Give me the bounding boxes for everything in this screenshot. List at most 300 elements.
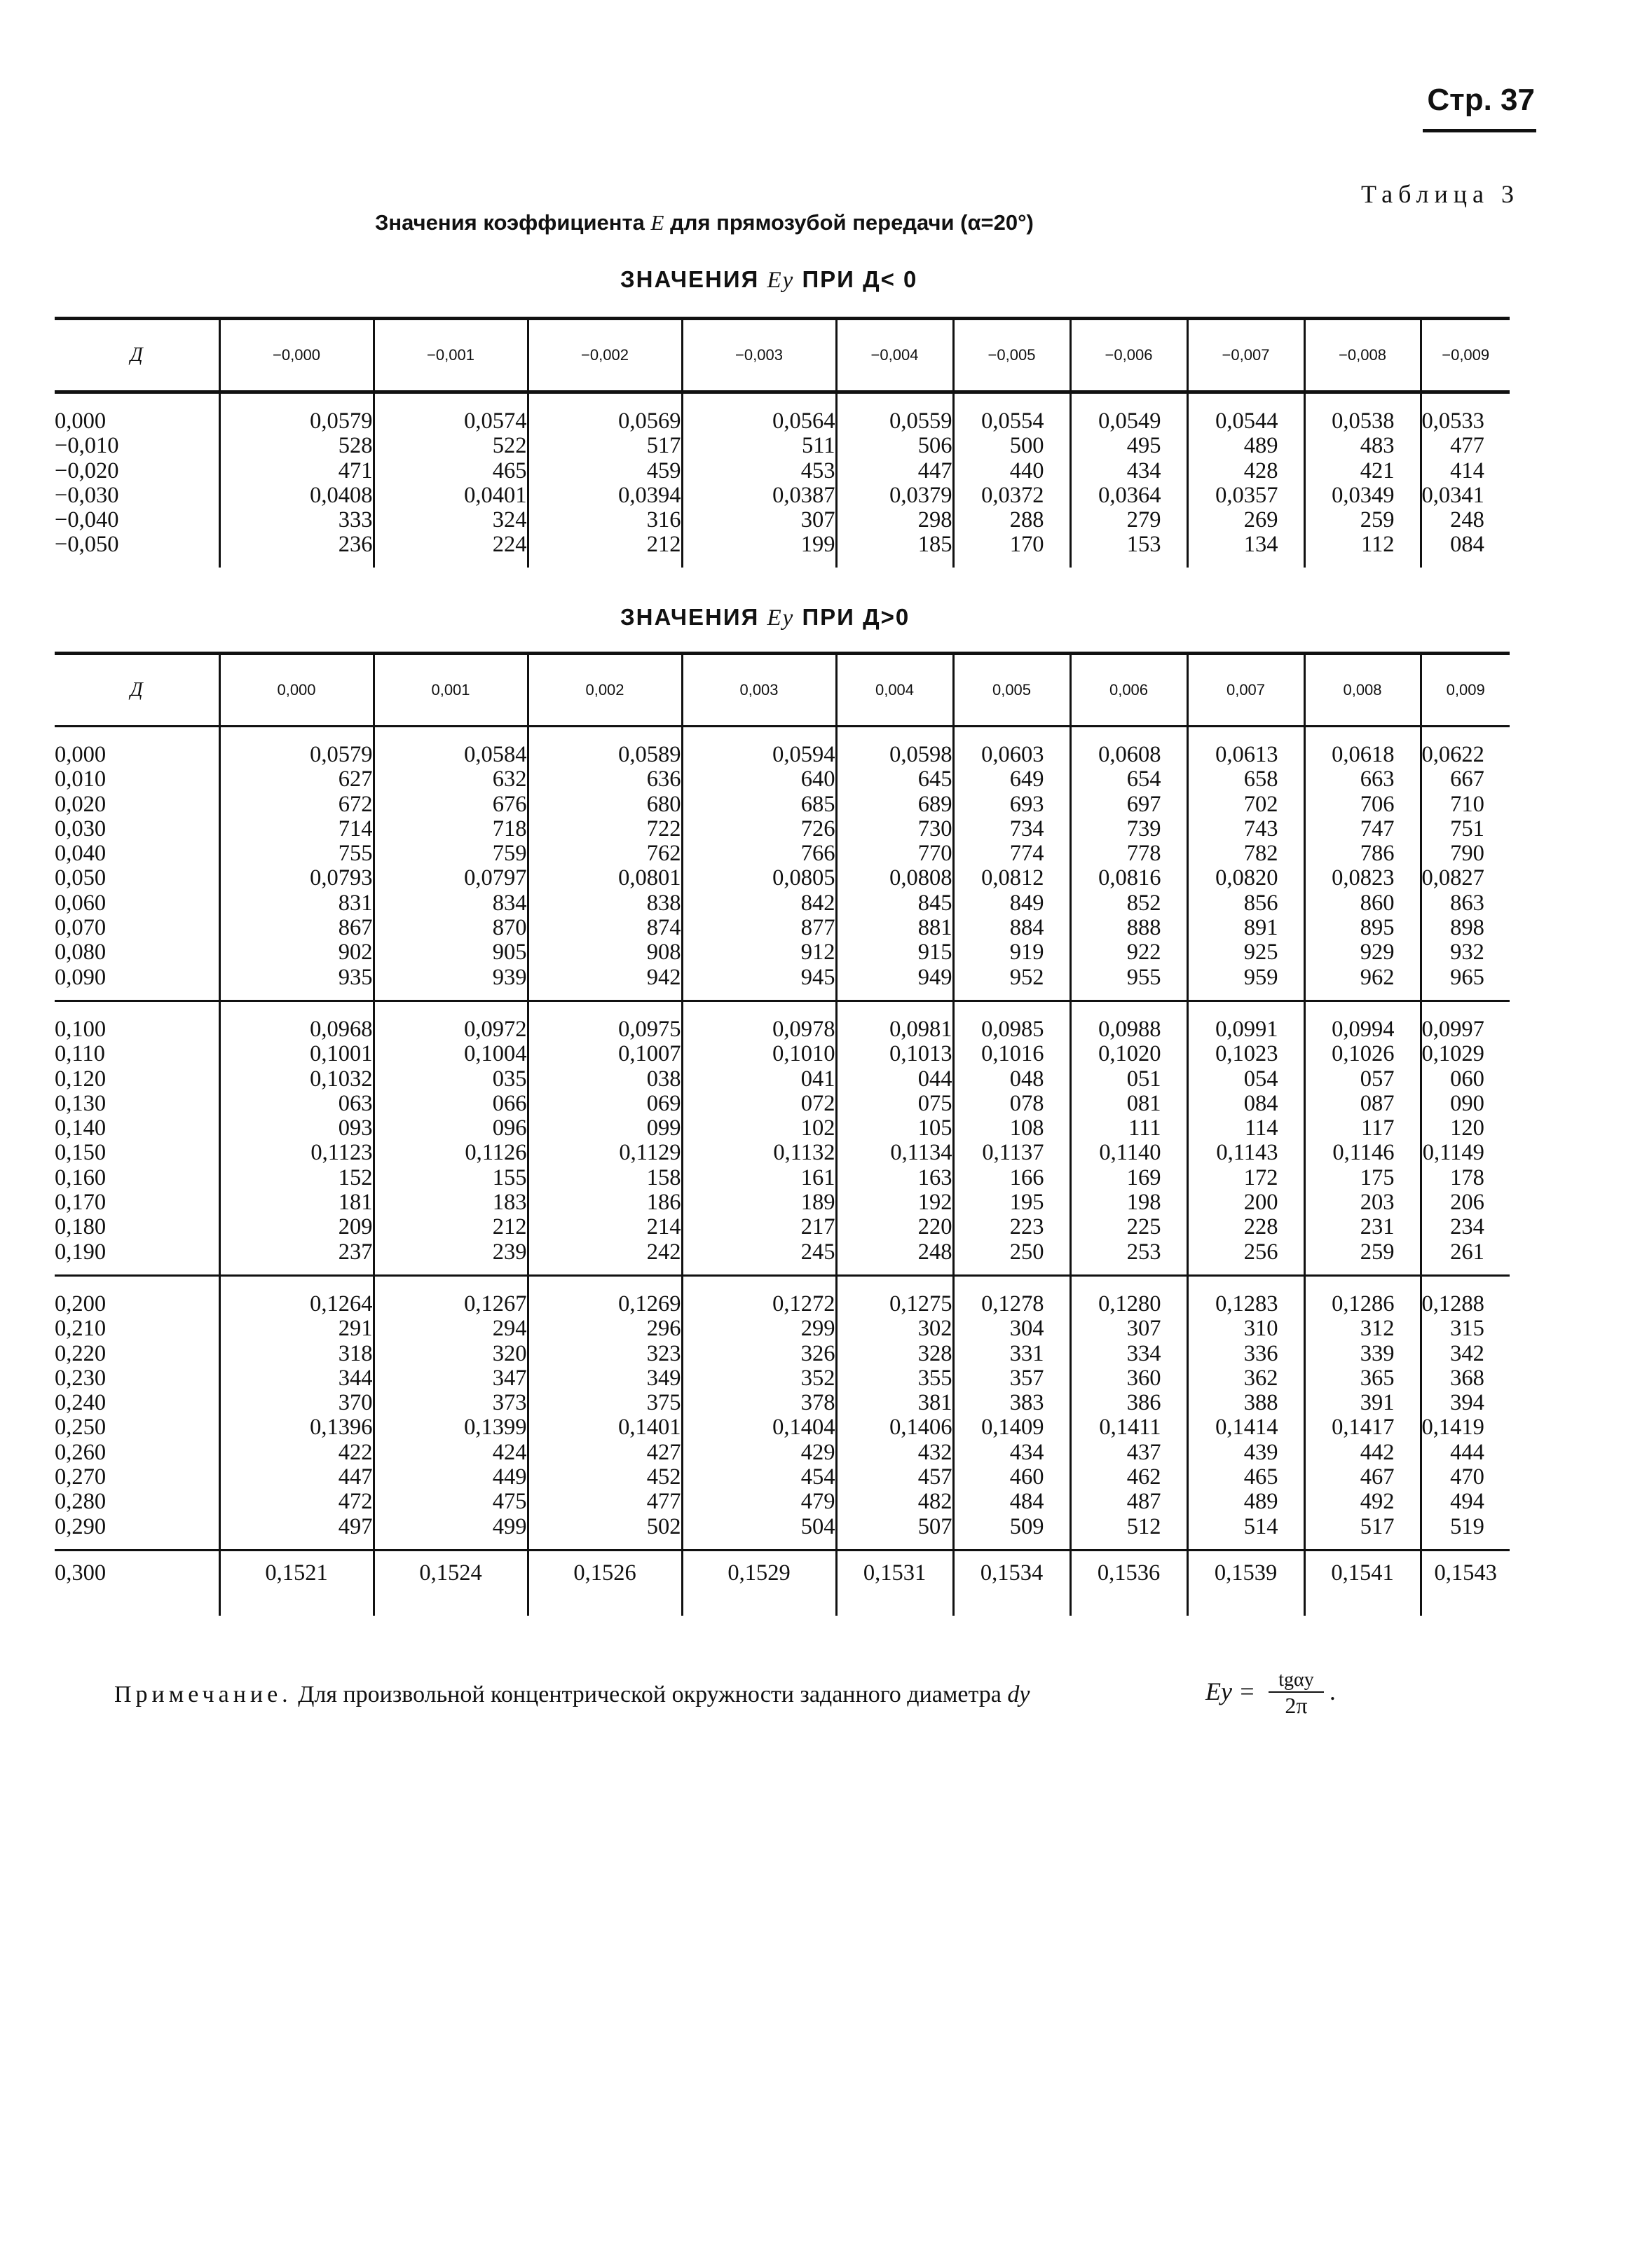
cell-line: 288 — [1009, 507, 1044, 533]
cell-line: 112 — [1360, 532, 1395, 558]
cell-line: 432 — [917, 1439, 952, 1465]
cell-line: 0,1137 — [982, 1140, 1044, 1166]
title-variable: E — [650, 210, 664, 235]
cell-line: 509 — [1009, 1513, 1044, 1539]
cell-line: 477 — [646, 1489, 681, 1515]
cell-line: 0,1401 — [618, 1415, 681, 1441]
cell-line: 778 — [1126, 841, 1161, 867]
cell-line: 0,1406 — [889, 1415, 952, 1441]
cell-line: 342 — [1450, 1340, 1484, 1366]
cell-line: 0,1026 — [1332, 1041, 1395, 1067]
column-header: −0,005 — [953, 319, 1070, 392]
cell-line: 0,1140 — [1099, 1140, 1161, 1166]
cell-line: 734 — [1009, 816, 1044, 841]
cell-line: 0,1417 — [1332, 1415, 1395, 1441]
cell-line: 312 — [1360, 1316, 1395, 1342]
title-angle: (α=20°) — [960, 210, 1034, 235]
value-column — [953, 1275, 1070, 1550]
column-header: −0,004 — [836, 319, 953, 392]
cell-line: 217 — [800, 1214, 835, 1240]
cell-line: 0,0988 — [1098, 1016, 1161, 1042]
cell-line: 482 — [917, 1489, 952, 1515]
table-cell: 0,1541 — [1304, 1550, 1421, 1616]
cell-line: 499 — [492, 1513, 527, 1539]
cell-line: 663 — [1360, 767, 1395, 792]
cell-line: 237 — [338, 1239, 373, 1265]
cell-line: 0,230 — [55, 1365, 107, 1391]
cell-line: 0,0985 — [981, 1016, 1044, 1042]
cell-line: 442 — [1360, 1439, 1395, 1465]
value-column — [374, 1001, 528, 1275]
table-cell: 0,1543 — [1421, 1550, 1510, 1616]
value-column — [1070, 392, 1187, 568]
cell-line: 381 — [917, 1390, 952, 1416]
cell-line: 680 — [646, 791, 681, 817]
value-column — [836, 1275, 953, 1550]
value-column — [1070, 1001, 1187, 1275]
cell-line: 489 — [1243, 433, 1278, 459]
cell-line: 945 — [800, 964, 835, 990]
cell-line: 0,0823 — [1332, 865, 1395, 891]
cell-line: 0,0820 — [1215, 865, 1278, 891]
cell-line: 368 — [1450, 1365, 1484, 1391]
cell-line: 739 — [1126, 816, 1161, 841]
cell-line: 078 — [1009, 1090, 1044, 1116]
cell-line: 185 — [917, 532, 952, 558]
formula-numerator: tgαy — [1269, 1669, 1323, 1693]
cell-line: 774 — [1009, 841, 1044, 867]
cell-line: 955 — [1126, 964, 1161, 990]
cell-line: 186 — [646, 1190, 681, 1216]
cell-line: 870 — [492, 915, 527, 941]
header-d: Д — [55, 654, 219, 727]
cell-line: 214 — [646, 1214, 681, 1240]
cell-line: 245 — [800, 1239, 835, 1265]
column-header: −0,008 — [1304, 319, 1421, 392]
value-column — [219, 1275, 374, 1550]
cell-line: 762 — [646, 841, 681, 867]
cell-line: 424 — [492, 1439, 527, 1465]
cell-line: 877 — [800, 915, 835, 941]
cell-line: 0,260 — [55, 1439, 107, 1465]
cell-line: 484 — [1009, 1489, 1044, 1515]
cell-line: 932 — [1450, 940, 1484, 965]
cell-line: 041 — [800, 1066, 835, 1092]
table-block — [55, 392, 1510, 568]
cell-line: 0,250 — [55, 1415, 107, 1441]
cell-line: 155 — [492, 1164, 527, 1190]
cell-line: 460 — [1009, 1464, 1044, 1490]
cell-line: 0,1001 — [310, 1041, 373, 1067]
cell-line: 048 — [1009, 1066, 1044, 1092]
formula-denominator: 2π — [1285, 1693, 1308, 1718]
cell-line: 672 — [338, 791, 373, 817]
cell-line: 751 — [1450, 816, 1484, 841]
note-text: Для произвольной концентрической окружности заданного диаметра — [298, 1682, 1002, 1707]
cell-line: 782 — [1243, 841, 1278, 867]
cell-line: 452 — [646, 1464, 681, 1490]
column-header: 0,003 — [682, 654, 836, 727]
cell-line: 439 — [1243, 1439, 1278, 1465]
cell-line: 0,150 — [55, 1140, 107, 1166]
cell-line: 304 — [1009, 1316, 1044, 1342]
cell-line: 203 — [1360, 1190, 1395, 1216]
heading-suffix: ПРИ Д< 0 — [802, 266, 918, 292]
row-label: 0,300 — [55, 1550, 219, 1616]
cell-line: 427 — [646, 1439, 681, 1465]
title-prefix: Значения коэффициента — [375, 210, 645, 235]
cell-line: 849 — [1009, 890, 1044, 916]
cell-line: 324 — [492, 507, 527, 533]
cell-line: 0,1029 — [1421, 1041, 1484, 1067]
table-block — [55, 1001, 1510, 1275]
cell-line: 318 — [338, 1340, 373, 1366]
cell-line: 370 — [338, 1390, 373, 1416]
cell-line: 223 — [1009, 1214, 1044, 1240]
cell-line: 0,100 — [55, 1016, 107, 1042]
cell-line: 0,0793 — [310, 865, 373, 891]
heading-suffix: ПРИ Д>0 — [802, 604, 910, 630]
cell-line: −0,010 — [55, 433, 119, 459]
cell-line: 0,0975 — [618, 1016, 681, 1042]
value-column — [1187, 727, 1304, 1001]
cell-line: 200 — [1243, 1190, 1278, 1216]
note-variable: dy — [1007, 1682, 1030, 1707]
cell-line: 654 — [1126, 767, 1161, 792]
cell-line: 250 — [1009, 1239, 1044, 1265]
cell-line: 0,0613 — [1215, 742, 1278, 767]
cell-line: 0,0559 — [889, 408, 952, 434]
cell-line: 0,0549 — [1098, 408, 1161, 434]
cell-line: 0,0618 — [1332, 742, 1395, 767]
cell-line: 0,1146 — [1332, 1140, 1395, 1166]
cell-line: −0,040 — [55, 507, 119, 533]
cell-line: 838 — [646, 890, 681, 916]
cell-line: 0,000 — [55, 742, 107, 767]
cell-line: 220 — [917, 1214, 952, 1240]
cell-line: 349 — [646, 1365, 681, 1391]
cell-line: 457 — [917, 1464, 952, 1490]
cell-line: 072 — [800, 1090, 835, 1116]
table-cell: 0,1521 — [219, 1550, 374, 1616]
value-column — [953, 392, 1070, 568]
cell-line: 852 — [1126, 890, 1161, 916]
table-header-row — [55, 319, 1510, 392]
value-column — [374, 392, 528, 568]
cell-line: 0,0994 — [1332, 1016, 1395, 1042]
cell-line: −0,050 — [55, 532, 119, 558]
cell-line: 0,010 — [55, 767, 107, 792]
cell-line: 087 — [1360, 1090, 1395, 1116]
cell-line: 0,1132 — [773, 1140, 835, 1166]
cell-line: 315 — [1450, 1316, 1484, 1342]
cell-line: 487 — [1126, 1489, 1161, 1515]
cell-line: 434 — [1126, 458, 1161, 483]
cell-line: 477 — [1450, 433, 1484, 459]
cell-line: 212 — [646, 532, 681, 558]
cell-line: 845 — [917, 890, 952, 916]
cell-line: 269 — [1243, 507, 1278, 533]
cell-line: 922 — [1126, 940, 1161, 965]
cell-line: 114 — [1244, 1115, 1278, 1141]
column-header: 0,001 — [374, 654, 528, 727]
cell-line: 161 — [800, 1164, 835, 1190]
column-header: −0,006 — [1070, 319, 1187, 392]
cell-line: 0,0401 — [464, 482, 527, 508]
cell-line: 0,0364 — [1098, 482, 1161, 508]
cell-line: 117 — [1360, 1115, 1395, 1141]
table-cell: 0,1539 — [1187, 1550, 1304, 1616]
column-header: −0,007 — [1187, 319, 1304, 392]
cell-line: 291 — [338, 1316, 373, 1342]
cell-line: 0,0981 — [889, 1016, 952, 1042]
value-column — [374, 1275, 528, 1550]
cell-line: 471 — [338, 458, 373, 483]
cell-line: 054 — [1243, 1066, 1278, 1092]
cell-line: 383 — [1009, 1390, 1044, 1416]
cell-line: 0,040 — [55, 841, 107, 867]
cell-line: 465 — [1243, 1464, 1278, 1490]
cell-line: 453 — [800, 458, 835, 483]
cell-line: 234 — [1450, 1214, 1484, 1240]
cell-line: 714 — [338, 816, 373, 841]
table-cell: 0,1529 — [682, 1550, 836, 1616]
column-header: 0,007 — [1187, 654, 1304, 727]
cell-line: 500 — [1009, 433, 1044, 459]
column-header: −0,003 — [682, 319, 836, 392]
row-labels — [55, 1001, 219, 1275]
cell-line: 667 — [1450, 767, 1484, 792]
cell-line: 134 — [1243, 532, 1278, 558]
cell-line: 299 — [800, 1316, 835, 1342]
cell-line: 175 — [1360, 1164, 1395, 1190]
cell-line: 414 — [1450, 458, 1484, 483]
cell-line: 084 — [1450, 532, 1484, 558]
cell-line: 786 — [1360, 841, 1395, 867]
cell-line: 658 — [1243, 767, 1278, 792]
cell-line: 0,0394 — [618, 482, 681, 508]
cell-line: 0,0812 — [981, 865, 1044, 891]
cell-line: 239 — [492, 1239, 527, 1265]
cell-line: 730 — [917, 816, 952, 841]
cell-line: 965 — [1450, 964, 1484, 990]
cell-line: 375 — [646, 1390, 681, 1416]
cell-line: 0,0533 — [1421, 408, 1484, 434]
cell-line: 454 — [800, 1464, 835, 1490]
cell-line: 0,1399 — [464, 1415, 527, 1441]
cell-line: 0,130 — [55, 1090, 107, 1116]
cell-line: 357 — [1009, 1365, 1044, 1391]
cell-line: 051 — [1126, 1066, 1161, 1092]
cell-line: 224 — [492, 532, 527, 558]
cell-line: 632 — [492, 767, 527, 792]
cell-line: 428 — [1243, 458, 1278, 483]
cell-line: 790 — [1450, 841, 1484, 867]
cell-line: 105 — [917, 1115, 952, 1141]
cell-line: 0,0564 — [772, 408, 835, 434]
cell-line: 755 — [338, 841, 373, 867]
cell-line: 447 — [917, 458, 952, 483]
column-header: −0,002 — [528, 319, 682, 392]
cell-line: 0,170 — [55, 1190, 107, 1216]
cell-line: 212 — [492, 1214, 527, 1240]
cell-line: 0,110 — [55, 1041, 105, 1067]
cell-line: 0,1134 — [890, 1140, 952, 1166]
cell-line: 915 — [917, 940, 952, 965]
cell-line: 959 — [1243, 964, 1278, 990]
cell-line: 952 — [1009, 964, 1044, 990]
table-cell: 0,1524 — [374, 1550, 528, 1616]
cell-line: 296 — [646, 1316, 681, 1342]
cell-line: 170 — [1009, 532, 1044, 558]
cell-line: 0,1409 — [981, 1415, 1044, 1441]
cell-line: 898 — [1450, 915, 1484, 941]
cell-line: 504 — [800, 1513, 835, 1539]
table-cell: 0,1536 — [1070, 1550, 1187, 1616]
value-column — [1070, 727, 1187, 1001]
cell-line: 444 — [1450, 1439, 1484, 1465]
cell-line: 0,0797 — [464, 865, 527, 891]
cell-line: 163 — [917, 1164, 952, 1190]
cell-line: 0,0997 — [1421, 1016, 1484, 1042]
cell-line: 706 — [1360, 791, 1395, 817]
cell-line: 0,0387 — [772, 482, 835, 508]
cell-line: 0,0827 — [1421, 865, 1484, 891]
cell-line: 259 — [1360, 507, 1395, 533]
value-column — [1304, 1001, 1421, 1275]
cell-line: 0,180 — [55, 1214, 107, 1240]
cell-line: 0,0408 — [310, 482, 373, 508]
cell-line: 169 — [1126, 1164, 1161, 1190]
cell-line: 0,1143 — [1216, 1140, 1278, 1166]
cell-line: 183 — [492, 1190, 527, 1216]
cell-line: 0,120 — [55, 1066, 107, 1092]
cell-line: 153 — [1126, 532, 1161, 558]
value-column — [682, 1275, 836, 1550]
cell-line: 0,1414 — [1215, 1415, 1278, 1441]
cell-line: 189 — [800, 1190, 835, 1216]
cell-line: 895 — [1360, 915, 1395, 941]
cell-line: 0,1023 — [1215, 1041, 1278, 1067]
cell-line: 0,1004 — [464, 1041, 527, 1067]
cell-line: 0,0991 — [1215, 1016, 1278, 1042]
cell-line: 044 — [917, 1066, 952, 1092]
cell-line: 942 — [646, 964, 681, 990]
cell-line: 747 — [1360, 816, 1395, 841]
value-column — [374, 727, 528, 1001]
cell-line: 494 — [1450, 1489, 1484, 1515]
column-header: −0,001 — [374, 319, 528, 392]
table-negative — [55, 317, 1510, 568]
value-column — [528, 727, 682, 1001]
cell-line: 421 — [1360, 458, 1395, 483]
cell-line: 206 — [1450, 1190, 1484, 1216]
cell-line: 884 — [1009, 915, 1044, 941]
cell-line: 0,1267 — [464, 1291, 527, 1317]
cell-line: 0,290 — [55, 1513, 107, 1539]
section-heading-negative — [620, 266, 917, 294]
cell-line: 323 — [646, 1340, 681, 1366]
cell-line: 209 — [338, 1214, 373, 1240]
cell-line: 465 — [492, 458, 527, 483]
cell-line: 0,1278 — [981, 1291, 1044, 1317]
cell-line: 437 — [1126, 1439, 1161, 1465]
cell-line: 0,070 — [55, 915, 107, 941]
column-header: 0,004 — [836, 654, 953, 727]
cell-line: 279 — [1126, 507, 1161, 533]
cell-line: 259 — [1360, 1239, 1395, 1265]
value-column — [1187, 392, 1304, 568]
cell-line: 0,1149 — [1422, 1140, 1484, 1166]
cell-line: 242 — [646, 1239, 681, 1265]
cell-line: 388 — [1243, 1390, 1278, 1416]
cell-line: 0,1269 — [618, 1291, 681, 1317]
cell-line: 467 — [1360, 1464, 1395, 1490]
cell-line: 0,1283 — [1215, 1291, 1278, 1317]
cell-line: 152 — [338, 1164, 373, 1190]
cell-line: 0,0569 — [618, 408, 681, 434]
cell-line: 0,1272 — [772, 1291, 835, 1317]
cell-line: 860 — [1360, 890, 1395, 916]
value-column — [682, 392, 836, 568]
cell-line: 326 — [800, 1340, 835, 1366]
cell-line: 0,1129 — [619, 1140, 681, 1166]
cell-line: 522 — [492, 433, 527, 459]
cell-line: 0,060 — [55, 890, 107, 916]
cell-line: 344 — [338, 1365, 373, 1391]
cell-line: 0,0801 — [618, 865, 681, 891]
heading-prefix: ЗНАЧЕНИЯ — [620, 266, 760, 292]
cell-line: 320 — [492, 1340, 527, 1366]
cell-line: 0,280 — [55, 1489, 107, 1515]
cell-line: 743 — [1243, 816, 1278, 841]
cell-line: 063 — [338, 1090, 373, 1116]
cell-line: 0,1126 — [465, 1140, 527, 1166]
cell-line: 102 — [800, 1115, 835, 1141]
column-header: 0,009 — [1421, 654, 1510, 727]
cell-line: 697 — [1126, 791, 1161, 817]
note-label: Примечание. — [114, 1682, 292, 1707]
cell-line: 935 — [338, 964, 373, 990]
formula-end: . — [1330, 1677, 1337, 1705]
cell-line: 0,080 — [55, 940, 107, 965]
cell-line: 298 — [917, 507, 952, 533]
value-column — [682, 727, 836, 1001]
cell-line: 908 — [646, 940, 681, 965]
cell-line: 710 — [1450, 791, 1484, 817]
cell-line: 0,030 — [55, 816, 107, 841]
cell-line: 075 — [917, 1090, 952, 1116]
cell-line: 919 — [1009, 940, 1044, 965]
cell-line: 365 — [1360, 1365, 1395, 1391]
cell-line: 502 — [646, 1513, 681, 1539]
cell-line: 449 — [492, 1464, 527, 1490]
cell-line: 096 — [492, 1115, 527, 1141]
cell-line: 0,0808 — [889, 865, 952, 891]
cell-line: 199 — [800, 532, 835, 558]
cell-line: 459 — [646, 458, 681, 483]
cell-line: 0,190 — [55, 1239, 107, 1265]
cell-line: 060 — [1450, 1066, 1484, 1092]
value-column — [528, 1275, 682, 1550]
cell-line: 722 — [646, 816, 681, 841]
cell-line: 506 — [917, 433, 952, 459]
cell-line: 0,1280 — [1098, 1291, 1161, 1317]
cell-line: 334 — [1126, 1340, 1161, 1366]
cell-line: 874 — [646, 915, 681, 941]
cell-line: 0,0603 — [981, 742, 1044, 767]
value-column — [1421, 1275, 1510, 1550]
